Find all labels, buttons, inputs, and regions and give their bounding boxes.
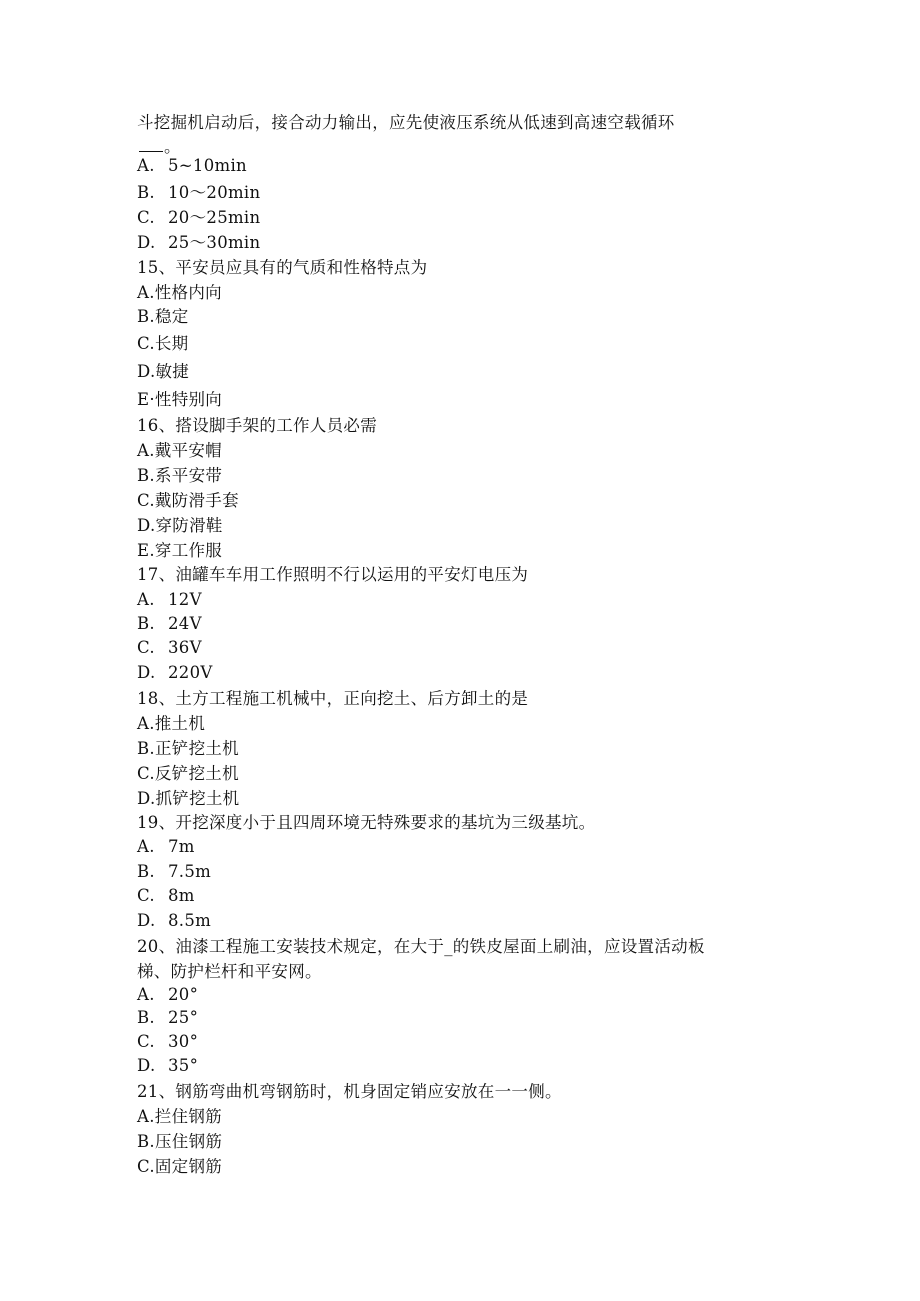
option-text: 25° bbox=[168, 1008, 199, 1027]
q20-option-b bbox=[137, 1008, 198, 1028]
q15-option-e: E·性特别向 bbox=[137, 390, 223, 409]
option-letter: D. bbox=[137, 233, 156, 252]
option-letter: A. bbox=[137, 837, 155, 856]
q16-option-d: D.穿防滑鞋 bbox=[137, 516, 223, 535]
option-letter: C. bbox=[137, 886, 155, 905]
q18-option-b: B.正铲挖土机 bbox=[137, 739, 239, 758]
q16-option-e: E.穿工作服 bbox=[137, 541, 223, 560]
q17-option-b bbox=[137, 614, 202, 634]
answer-blank bbox=[139, 137, 163, 152]
option-text: 220V bbox=[168, 663, 213, 682]
q14-option-b bbox=[137, 183, 260, 203]
q19-option-b bbox=[137, 862, 211, 882]
q20-option-a bbox=[137, 985, 198, 1005]
option-text: 7.5m bbox=[168, 862, 212, 881]
q16-stem: 16、搭设脚手架的工作人员必需 bbox=[137, 416, 377, 435]
q16-option-c: C.戴防滑手套 bbox=[137, 491, 239, 510]
q21-option-b: B.压住钢筋 bbox=[137, 1132, 223, 1151]
q14-stem-end: 。 bbox=[164, 137, 181, 156]
option-letter: A. bbox=[137, 985, 155, 1004]
option-text: 8.5m bbox=[168, 911, 212, 930]
q19-option-d bbox=[137, 911, 211, 931]
q20-stem-line-1: 20、油漆工程施工安装技术规定，在大于_的铁皮屋面上刷油，应设置活动板 bbox=[137, 937, 705, 956]
option-letter: B. bbox=[137, 1008, 155, 1027]
q18-option-d: D.抓铲挖土机 bbox=[137, 789, 240, 808]
q16-option-a: A.戴平安帽 bbox=[137, 441, 222, 460]
option-text: 5~10min bbox=[168, 156, 247, 175]
option-letter: D. bbox=[137, 663, 156, 682]
q14-option-d bbox=[137, 233, 260, 253]
option-letter: D. bbox=[137, 911, 156, 930]
q15-option-a: A.性格内向 bbox=[137, 283, 222, 302]
q20-option-d bbox=[137, 1056, 198, 1076]
option-letter: B. bbox=[137, 614, 155, 633]
option-letter: C. bbox=[137, 208, 155, 227]
q21-option-a: A.拦住钢筋 bbox=[137, 1107, 222, 1126]
q18-option-a: A.推土机 bbox=[137, 714, 206, 733]
q17-stem: 17、油罐车车用工作照明不行以运用的平安灯电压为 bbox=[137, 565, 529, 584]
option-letter: A. bbox=[137, 590, 155, 609]
option-text: 20° bbox=[168, 985, 199, 1004]
option-text: 35° bbox=[168, 1056, 199, 1075]
q15-option-b: B.稳定 bbox=[137, 307, 189, 326]
q19-option-c bbox=[137, 886, 195, 906]
option-text: 10～20min bbox=[168, 183, 261, 202]
q18-stem: 18、土方工程施工机械中，正向挖土、后方卸土的是 bbox=[137, 689, 529, 708]
q16-option-b: B.系平安带 bbox=[137, 466, 223, 485]
q15-stem: 15、平安员应具有的气质和性格特点为 bbox=[137, 258, 428, 277]
option-letter: C. bbox=[137, 638, 155, 657]
option-text: 24V bbox=[168, 614, 202, 633]
q20-stem-line-2: 梯、防护栏杆和平安网。 bbox=[137, 962, 322, 981]
q15-option-c: C.长期 bbox=[137, 334, 189, 353]
q19-stem: 19、开挖深度小于且四周环境无特殊要求的基坑为三级基坑。 bbox=[137, 813, 596, 832]
option-text: 8m bbox=[168, 886, 195, 905]
q14-option-c bbox=[137, 208, 260, 228]
option-letter: D. bbox=[137, 1056, 156, 1075]
q17-option-c bbox=[137, 638, 202, 658]
option-text: 12V bbox=[168, 590, 202, 609]
option-text: 36V bbox=[168, 638, 202, 657]
option-text: 7m bbox=[168, 837, 195, 856]
q15-option-d: D.敏捷 bbox=[137, 362, 190, 381]
option-text: 20～25min bbox=[168, 208, 261, 227]
option-letter: C. bbox=[137, 1032, 155, 1051]
option-letter: A. bbox=[137, 156, 155, 175]
q14-stem-line-2 bbox=[137, 137, 181, 157]
option-text: 30° bbox=[168, 1032, 199, 1051]
q17-option-a bbox=[137, 590, 202, 610]
q14-stem-line-1: 斗挖掘机启动后，接合动力输出，应先使液压系统从低速到高速空载循环 bbox=[137, 113, 675, 132]
q21-option-c: C.固定钢筋 bbox=[137, 1157, 223, 1176]
q17-option-d bbox=[137, 663, 213, 683]
q20-option-c bbox=[137, 1032, 198, 1052]
q14-option-a bbox=[137, 156, 247, 176]
q18-option-c: C.反铲挖土机 bbox=[137, 764, 239, 783]
option-letter: B. bbox=[137, 862, 155, 881]
option-text: 25～30min bbox=[168, 233, 261, 252]
option-letter: B. bbox=[137, 183, 155, 202]
q21-stem: 21、钢筋弯曲机弯钢筋时，机身固定销应安放在一一侧。 bbox=[137, 1082, 562, 1101]
q19-option-a bbox=[137, 837, 195, 857]
